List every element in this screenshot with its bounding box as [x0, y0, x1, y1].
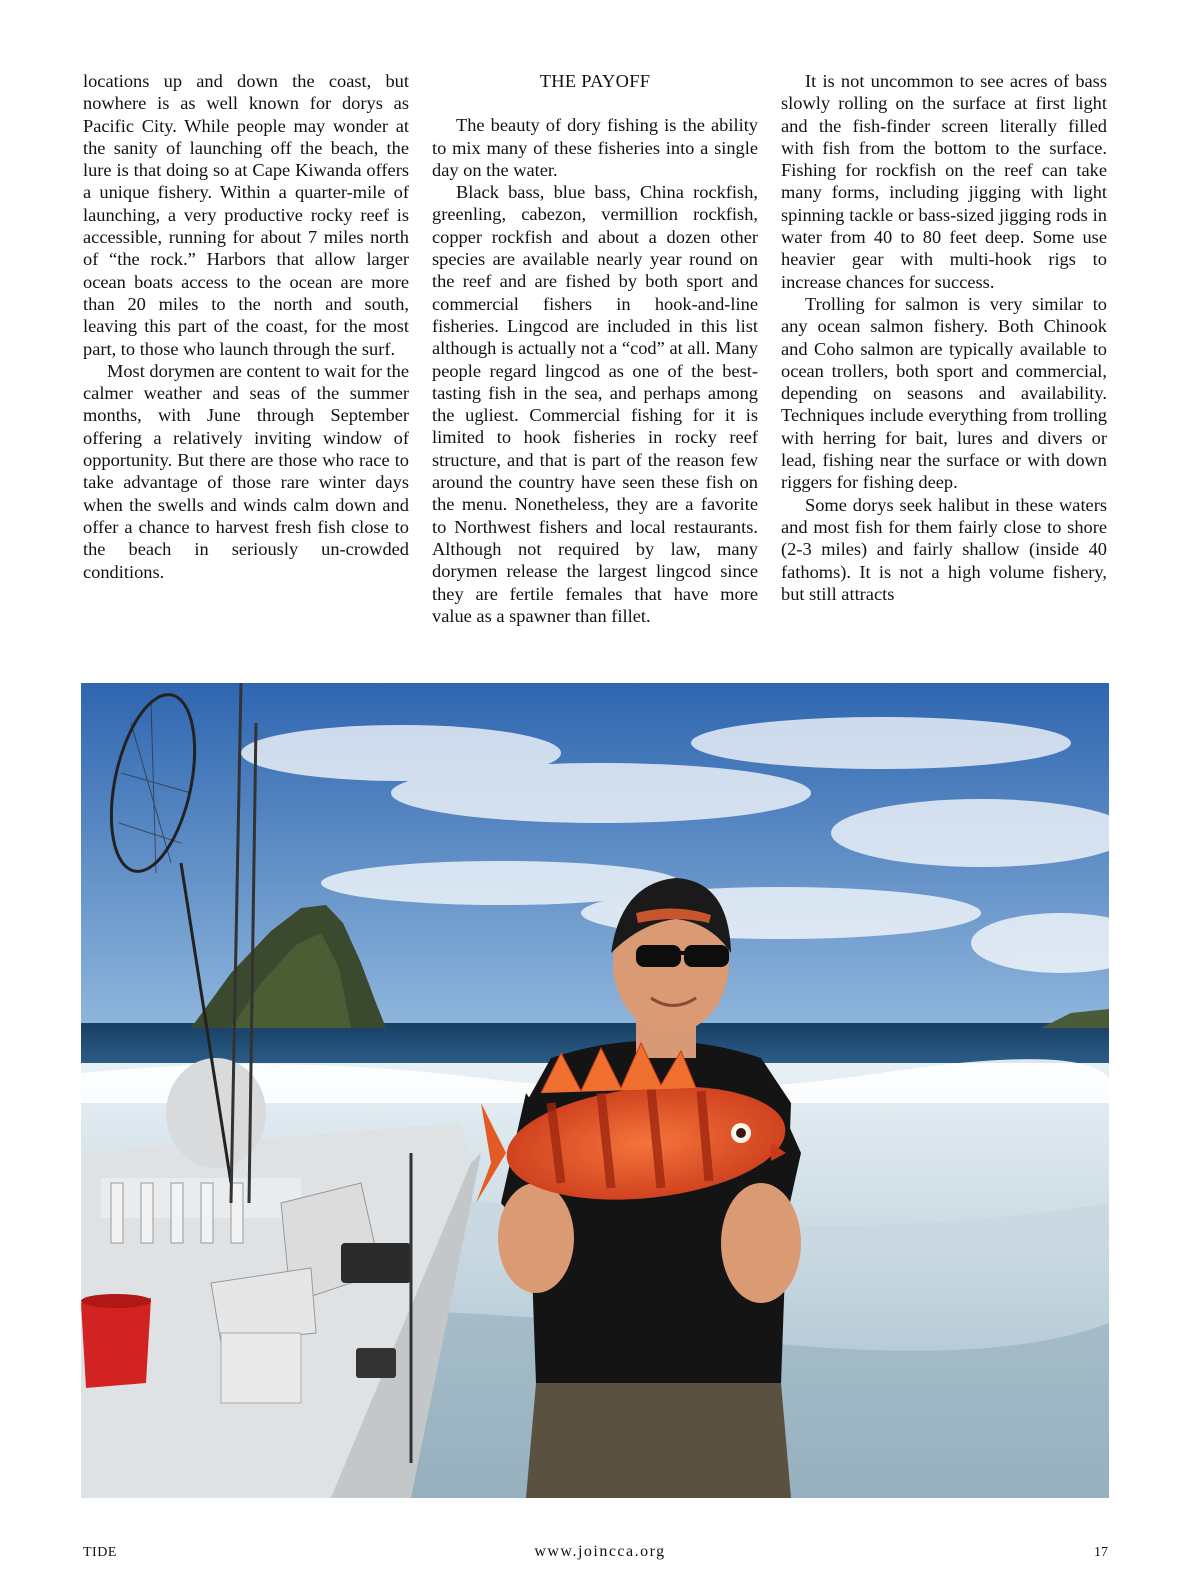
article-column-2 [432, 70, 758, 627]
article-column-3 [781, 70, 1107, 605]
paragraph: The beauty of dory fishing is the ability to mix many of these fisheries into a single day on the water. [432, 115, 758, 180]
section-heading: THE PAYOFF [539, 71, 651, 91]
paragraph: Some dorys seek halibut in these waters and most fish for them fairly close to shore (2-3 miles) and fairly shallow (inside 40 fathoms). It is not a high volume fishery, but still attracts [781, 494, 1107, 604]
paragraph: Most dorymen are content to wait for the calmer weather and seas of the summer months, with June through September offering a relatively inviting window of opportunity. But there are those who race to take advantage of those rare winter days when the swells and winds calm down and offer a chance to harvest fresh fish close to the beach in seriously un-crowded conditions. [83, 360, 409, 582]
footer-page-number: 17 [1094, 1545, 1108, 1560]
paragraph: Black bass, blue bass, China rockfish, greenling, cabezon, vermillion rockfish, copper rockfish and about a dozen other species are available nearly year round on the reef and are fished by both sport and commercial fishers in hook-and-line fisheries. Lingcod are included in this list although is actually not a “cod” at all. Many people regard lingcod as one of the best-tasting fish in the sea, and perhaps among the ugliest. Commercial fishing for it is limited to hook fisheries in rocky reef structure, and that is part of the reason few around the country have seen these fish on the menu. Nonetheless, they are a favorite to Northwest fishers and local restaurants. Although not required by law, many dorymen release the largest lingcod since they are fertile females that have more value as a spawner than fillet. [432, 182, 758, 626]
paragraph: locations up and down the coast, but nowhere is as well known for dorys as Pacific City. While people may wonder at the sanity of launching off the beach, the lure is that doing so at Cape Kiwanda offers a unique fishery. Within a quarter-mile of launching, a very productive rocky reef is accessible, running for about 7 miles north of “the rock.” Harbors that allow larger ocean boats access to the ocean are more than 20 miles to the north and south, leaving this part of the coast, for the most part, to those who launch through the surf. [83, 71, 409, 359]
footer-website-url: www.joincca.org [534, 1543, 666, 1560]
photo-fisherman-with-rockfish [81, 683, 1109, 1498]
paragraph: It is not uncommon to see acres of bass slowly rolling on the surface at first light and the fish-finder screen literally filled with fish from the bottom to the surface. Fishing for rockfish on the reef can take many forms, including jigging with light spinning tackle or bass-sized jigging rods in water from 40 to 80 feet deep. Some use heavier gear with multi-hook rigs to increase chances for success. [781, 71, 1107, 292]
footer-magazine-name: TIDE [83, 1545, 117, 1560]
article-column-1 [83, 70, 409, 583]
red-bucket [81, 1298, 151, 1388]
paragraph: Trolling for salmon is very similar to any ocean salmon fishery. Both Chinook and Coho salmon are typically available to ocean trollers, both sport and commercial, depending on seasons and availability. Techniques include everything from trolling with herring for bait, lures and divers or lead, fishing near the surface or with down riggers for fishing deep. [781, 293, 1107, 493]
